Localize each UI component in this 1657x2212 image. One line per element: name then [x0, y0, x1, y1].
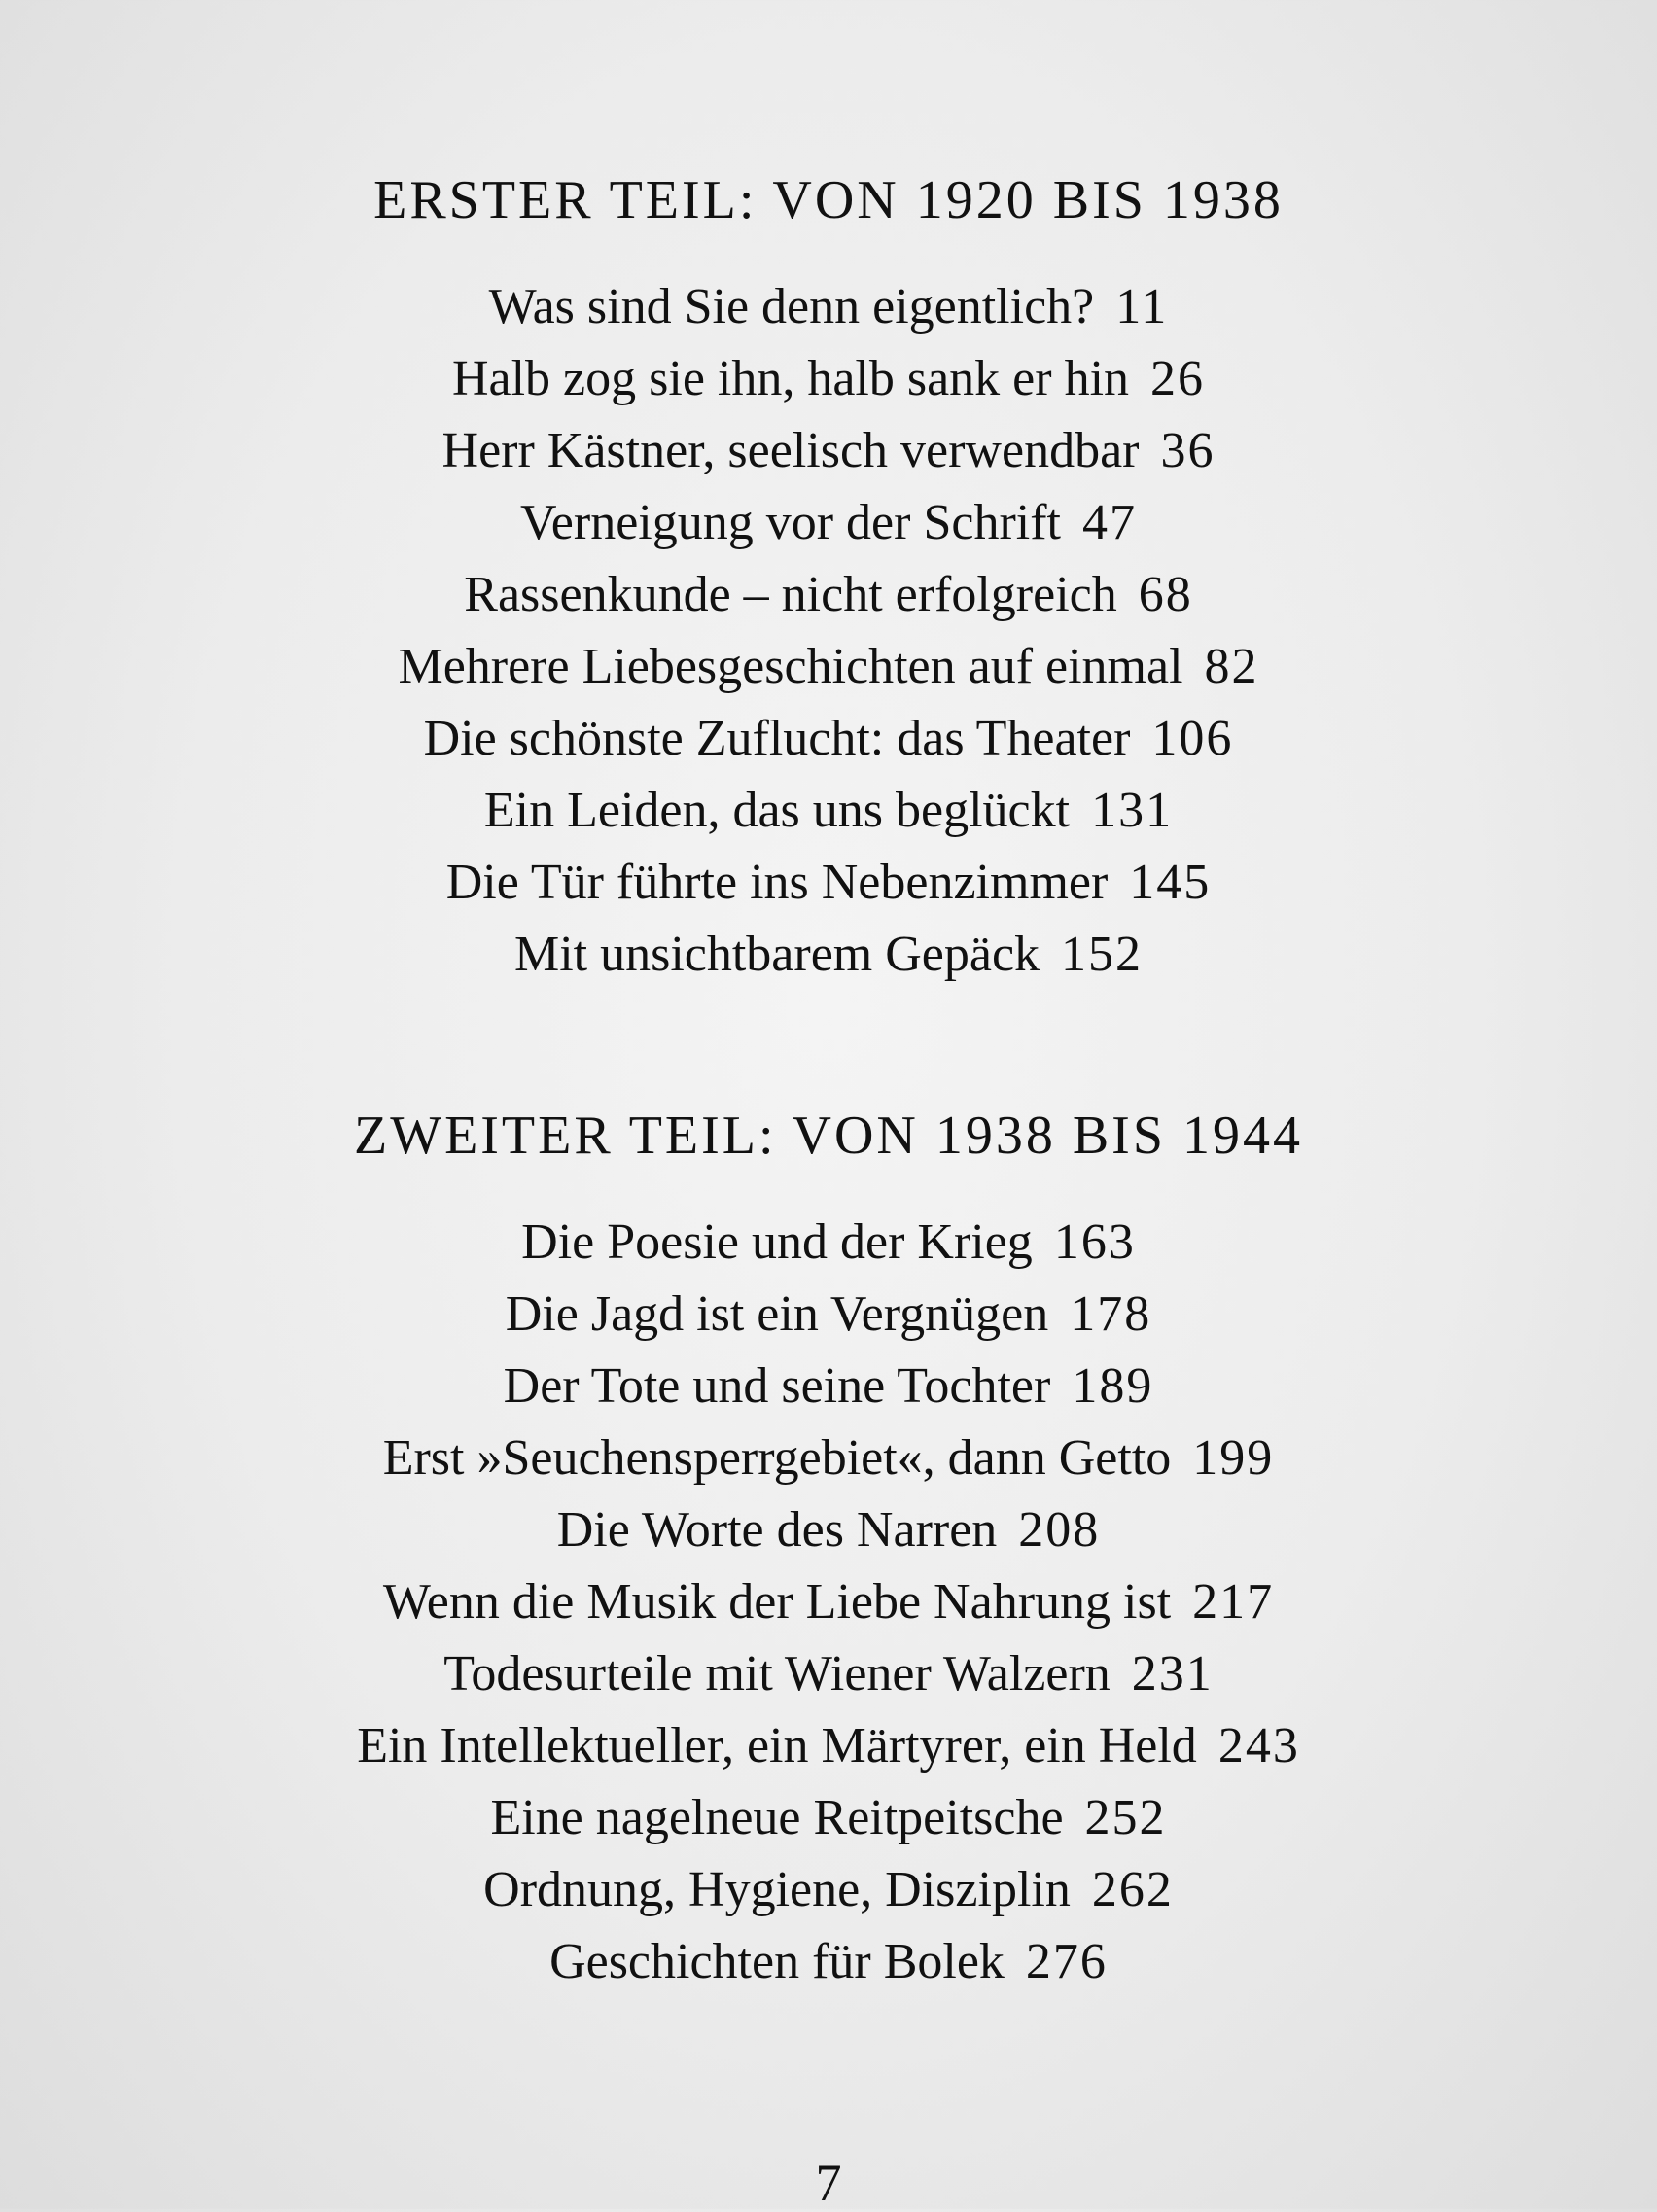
toc-entry — [0, 1358, 1657, 1414]
show-through-text — [321, 10, 334, 67]
entry-title: Halb zog sie ihn, halb sank er hin — [451, 351, 1130, 406]
entry-page-number: 36 — [1160, 423, 1216, 478]
toc-entry — [0, 783, 1657, 838]
toc-entry — [0, 279, 1657, 334]
toc-entry — [0, 1790, 1657, 1845]
entry-page-number: 145 — [1129, 855, 1212, 910]
entry-title: Todesurteile mit Wiener Walzern — [443, 1646, 1111, 1702]
entry-title: Die Tür führte ins Nebenzimmer — [445, 855, 1109, 910]
entry-page-number: 11 — [1115, 279, 1169, 334]
entry-title: Herr Kästner, seelisch verwendbar — [441, 423, 1140, 478]
entry-title: Was sind Sie denn eigentlich? — [488, 279, 1095, 334]
entry-page-number: 243 — [1217, 1718, 1300, 1773]
entry-page-number: 252 — [1084, 1790, 1167, 1845]
entry-title: Ordnung, Hygiene, Disziplin — [483, 1862, 1071, 1917]
entry-page-number: 231 — [1131, 1646, 1214, 1702]
entry-page-number: 189 — [1072, 1358, 1154, 1414]
toc-entry — [0, 855, 1657, 910]
toc-entry — [0, 1862, 1657, 1917]
entry-title: Geschichten für Bolek — [549, 1934, 1005, 1989]
entry-page-number: 131 — [1091, 783, 1174, 838]
entry-page-number: 276 — [1025, 1934, 1108, 1989]
entry-title: Die schönste Zuflucht: das Theater — [423, 711, 1131, 766]
toc-entry — [0, 1646, 1657, 1702]
entry-title: Wenn die Musik der Liebe Nahrung ist — [382, 1574, 1172, 1630]
entry-title: Ein Intellektueller, ein Märtyrer, ein Held — [357, 1718, 1197, 1773]
entry-page-number: 178 — [1070, 1286, 1152, 1342]
toc-entry — [0, 1934, 1657, 1989]
toc-entry — [0, 639, 1657, 694]
entry-title: Mit unsichtbarem Gepäck — [513, 927, 1040, 982]
entry-page-number: 152 — [1061, 927, 1144, 982]
toc-entry — [0, 567, 1657, 622]
section-title-2: ZWEITER TEIL: VON 1938 BIS 1944 — [354, 1106, 1303, 1166]
entry-page-number: 82 — [1204, 639, 1259, 694]
toc-entry — [0, 1286, 1657, 1342]
toc-entry — [0, 351, 1657, 406]
entry-page-number: 217 — [1192, 1574, 1275, 1630]
entry-title: Rassenkunde – nicht erfolgreich — [464, 567, 1117, 622]
toc-entry — [0, 1502, 1657, 1558]
entry-title: Mehrere Liebesgeschichten auf einmal — [398, 639, 1183, 694]
entry-title: Die Poesie und der Krieg — [521, 1214, 1033, 1270]
toc-entry — [0, 423, 1657, 478]
entry-title: Verneigung vor der Schrift — [520, 495, 1061, 550]
entry-title: Erst »Seuchensperrgebiet«, dann Getto — [382, 1430, 1172, 1486]
toc-entry — [0, 927, 1657, 982]
entry-page-number: 26 — [1150, 351, 1206, 406]
entry-page-number: 68 — [1138, 567, 1193, 622]
toc-entry — [0, 1574, 1657, 1630]
entry-title: Die Jagd ist ein Vergnügen — [505, 1286, 1049, 1342]
entry-page-number: 208 — [1018, 1502, 1101, 1558]
entry-title: Ein Leiden, das uns beglückt — [483, 783, 1071, 838]
toc-entry — [0, 1430, 1657, 1486]
entry-title: Eine nagelneue Reitpeitsche — [490, 1790, 1064, 1845]
page-number-folio: 7 — [815, 2154, 842, 2212]
entry-page-number: 106 — [1151, 711, 1234, 766]
entry-title: Der Tote und seine Tochter — [503, 1358, 1051, 1414]
toc-entry — [0, 495, 1657, 550]
entry-title: Die Worte des Narren — [556, 1502, 998, 1558]
section-title-1: ERSTER TEIL: VON 1920 BIS 1938 — [373, 170, 1284, 230]
toc-entry — [0, 1718, 1657, 1773]
toc-entry — [0, 1214, 1657, 1270]
entry-page-number: 47 — [1081, 495, 1137, 550]
entry-page-number: 163 — [1053, 1214, 1136, 1270]
entry-page-number: 199 — [1192, 1430, 1275, 1486]
toc-entry — [0, 711, 1657, 766]
entry-page-number: 262 — [1091, 1862, 1174, 1917]
